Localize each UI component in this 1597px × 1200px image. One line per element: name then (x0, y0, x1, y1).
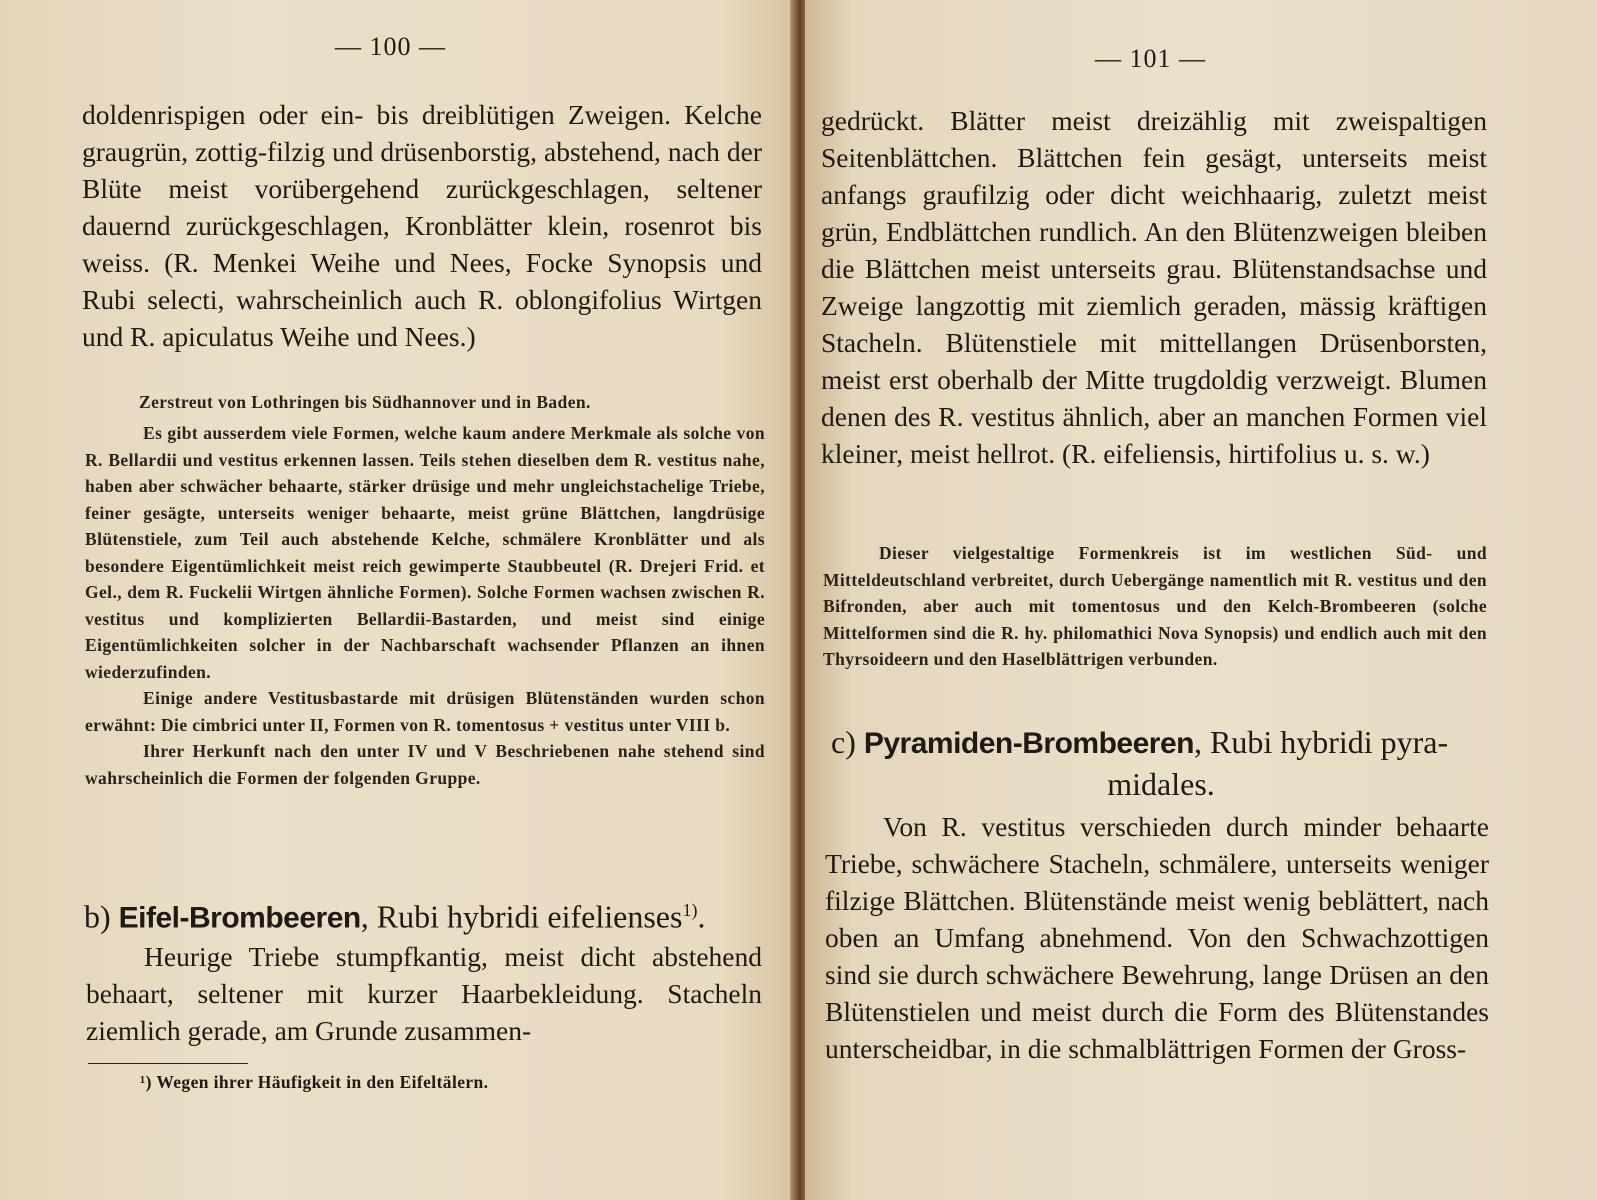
paragraph-continued: gedrückt. Blätter meist dreizählig mit zweispaltigen Seitenblättchen. Blättchen fein gesägt, unterseits meist anfangs graufilzig oder dicht weichhaarig, zuletzt meist grün, Endblättchen rundlich. An den Blütenzweigen bleiben die Blättchen meist unterseits grau. Blütenstandsachse und Zweige langzottig mit ziemlich geraden, mässig kräftigen Stacheln. Blütenstiele mit mittellangen Drüsenborsten, meist erst oberhalb der Mitte trugdoldig verzweigt. Blumen denen des R. vestitus ähnlich, aber an manchen Formen viel kleiner, meist hellrot. (R. eifeliensis, hirtifolius u. s. w.) (821, 105, 1487, 469)
small-notes (823, 540, 1487, 673)
page-number: — 101 — (1095, 44, 1206, 73)
distribution-note: Zerstreut von Lothringen bis Südhannover und in Baden. (139, 392, 591, 412)
section-heading (831, 722, 1491, 804)
body-paragraph (825, 808, 1489, 1067)
heading-title: Eifel-Brombeeren (118, 901, 361, 935)
right-page (805, 0, 1597, 1200)
section-paragraph: Heurige Triebe stumpfkantig, meist dicht abstehend behaart, seltener mit kurzer Haarbekleidung. Stacheln ziemlich gerade, am Grunde zusammen- (86, 941, 762, 1046)
body-paragraph (821, 102, 1487, 472)
heading-title: Pyramiden-Brombeeren (863, 727, 1194, 760)
footnote-rule (88, 1063, 248, 1064)
note-paragraph: Dieser vielgestaltige Formenkreis ist im westlichen Süd- und Mitteldeutschland verbreitet, durch Uebergänge namentlich mit R. vestitus und den Bifronden, aber auch mit tomentosus und den Kelch-Brombeeren (solche Mittelformen sind die R. hy. philomathici Nova Synopsis) und endlich auch mit den Thyrsoideern und den Haselblättrigen verbunden. (823, 543, 1487, 669)
heading-rest: , Rubi hybridi pyra- (1193, 724, 1449, 760)
small-notes (85, 420, 765, 791)
body-paragraph (82, 96, 762, 355)
note-paragraph: Es gibt ausserdem viele Formen, welche kaum andere Merkmale als solche von R. Bellardii und vestitus erkennen lassen. Teils stehen dieselben dem R. vestitus nahe, haben aber schwächer behaarte, stärker drüsige und mehr ungleichstachelige Triebe, feiner gesägte, unterseits weniger behaarte, meist grüne Blättchen, langdrüsige Blütenstiele, zum Teil auch abstehende Kelche, schmälere Kronblätter und als besondere Eigentümlichkeit meist reich gewimperte Staubbeutel (R. Drejeri Frid. et Gel., dem R. Fuckelii Wirtgen ähnliche Formen). Solche Formen wachsen zwischen R. vestitus und komplizierten Bellardii-Bastarden, und meist sind einige Eigentümlichkeiten solcher in der Nachbarschaft wachsender Pflanzen an ihnen wiederzufinden. (85, 423, 765, 682)
page-number: — 100 — (335, 32, 446, 61)
section-paragraph: Von R. vestitus verschieden durch minder behaarte Triebe, schwächere Stacheln, schmälere, unterseits weniger filzige Blättchen. Blütenstände meist wenig beblättert, nach oben an Umfang abnehmend. Von den Schwachzottigen sind sie durch schwächere Bewehrung, lange Drüsen an den Blütenstielen und meist durch die Form des Blütenstandes unterscheidbar, in die schmalblättrigen Formen der Gross- (825, 811, 1489, 1064)
paragraph-continued: doldenrispigen oder ein- bis dreiblütigen Zweigen. Kelche graugrün, zottig-filzig und drüsenborstig, abstehend, nach der Blüte meist vorübergehend zurückgeschlagen, seltener dauernd zurückgeschlagen, Kronblätter klein, rosenrot bis weiss. (R. Menkei Weihe und Nees, Focke Synopsis und Rubi selecti, wahrscheinlich auch R. oblongifolius Wirtgen und R. apiculatus Weihe und Nees.) (82, 99, 762, 352)
heading-prefix: b) (84, 898, 111, 935)
heading-line-2: midales. (1107, 766, 1215, 802)
note-paragraph: Ihrer Herkunft nach den unter IV und V Beschriebenen nahe stehend sind wahrscheinlich die Formen der folgenden Gruppe. (85, 741, 765, 788)
note-paragraph: Einige andere Vestitusbastarde mit drüsigen Blütenständen wurden schon erwähnt: Die cimbrici unter II, Formen von R. tomentosus + vestitus unter VIII b. (85, 688, 765, 735)
footnote: ¹) Wegen ihrer Häufigkeit in den Eifeltälern. (140, 1072, 489, 1092)
footnote-marker: 1) (682, 900, 698, 920)
heading-rest: , Rubi hybridi eifelienses (360, 898, 683, 935)
section-heading: b) Eifel-Brombeeren, Rubi hybridi eifelienses$^{1)}$. (84, 898, 706, 935)
heading-prefix: c) (831, 724, 856, 760)
body-paragraph (86, 938, 762, 1049)
